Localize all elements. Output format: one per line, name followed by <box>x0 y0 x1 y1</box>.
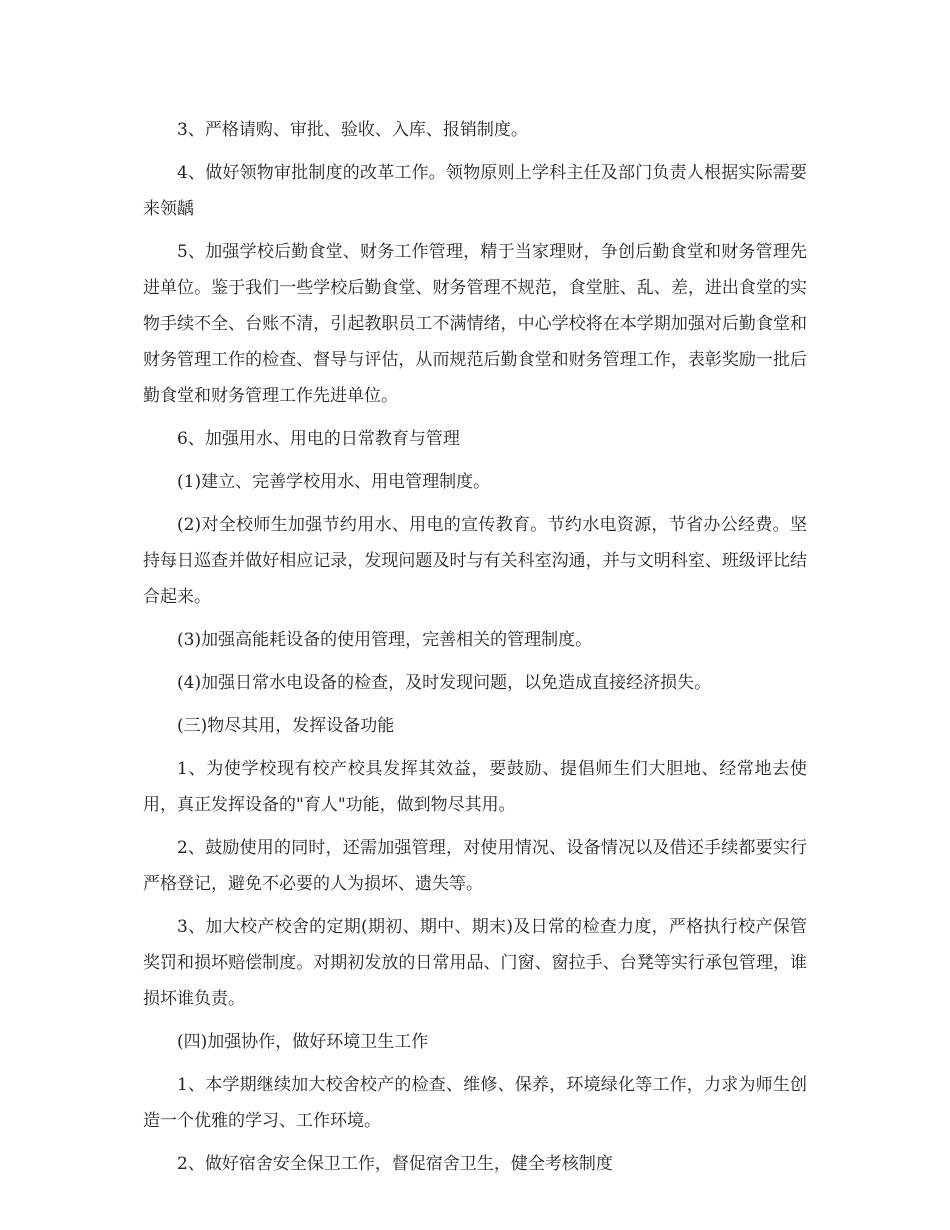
paragraph-3-purchase: 3、严格请购、审批、验收、入库、报销制度。 <box>177 120 528 140</box>
paragraph-5-canteen-finance: 5、加强学校后勤食堂、财务工作管理，精于当家理财，争创后勤食堂和财务管理先进单位。鉴于我们一些学校后勤食堂、财务管理不规范，食堂脏、乱、差，进出食堂的实物手续不全、台账不清，引起教职员工不满情绪，中心学校将在本学期加强对后勤食堂和财务管理工作的检查、督导与评估，从而规范后勤食堂和财务管理工作，表彰奖励一批后勤食堂和财务管理工作先进单位。 <box>143 242 807 406</box>
paragraph-6-2: (2)对全校师生加强节约用水、用电的宣传教育。节约水电资源，节省办公经费。坚持每日巡查并做好相应记录，发现问题及时与有关科室沟通，并与文明科室、班级评比结合起来。 <box>143 515 807 607</box>
paragraph-section4-2: 2、做好宿舍安全保卫工作，督促宿舍卫生，健全考核制度 <box>177 1154 613 1174</box>
paragraph-section3-1: 1、为使学校现有校产校具发挥其效益，要鼓励、提倡师生们大胆地、经常地去使用，真正发挥设备的"育人"功能，做到物尽其用。 <box>143 759 807 815</box>
paragraph-section3-2: 2、鼓励使用的同时，还需加强管理，对使用情况、设备情况以及借还手续都要实行严格登记，避免不必要的人为损坏、遗失等。 <box>143 838 807 894</box>
paragraph-section4-1: 1、本学期继续加大校舍校产的检查、维修、保养，环境绿化等工作，力求为师生创造一个优雅的学习、工作环境。 <box>143 1075 807 1131</box>
paragraph-4-requisition: 4、做好领物审批制度的改革工作。领物原则上学科主任及部门负责人根据实际需要来领龋 <box>143 163 807 219</box>
paragraph-section3-3: 3、加大校产校舍的定期(期初、期中、期末)及日常的检查力度，严格执行校产保管奖罚和损坏赔偿制度。对期初发放的日常用品、门窗、窗拉手、台凳等实行承包管理，谁损坏谁负责。 <box>143 917 807 1009</box>
section-heading-4: (四)加强协作，做好环境卫生工作 <box>177 1032 429 1052</box>
paragraph-6-3: (3)加强高能耗设备的使用管理，完善相关的管理制度。 <box>177 630 593 650</box>
paragraph-6-water-electricity: 6、加强用水、用电的日常教育与管理 <box>177 429 460 449</box>
paragraph-6-4: (4)加强日常水电设备的检查，及时发现问题，以免造成直接经济损失。 <box>177 673 712 693</box>
paragraph-6-1: (1)建立、完善学校用水、用电管理制度。 <box>177 472 491 492</box>
section-heading-3: (三)物尽其用，发挥设备功能 <box>177 716 395 736</box>
document-page <box>143 112 807 1189</box>
